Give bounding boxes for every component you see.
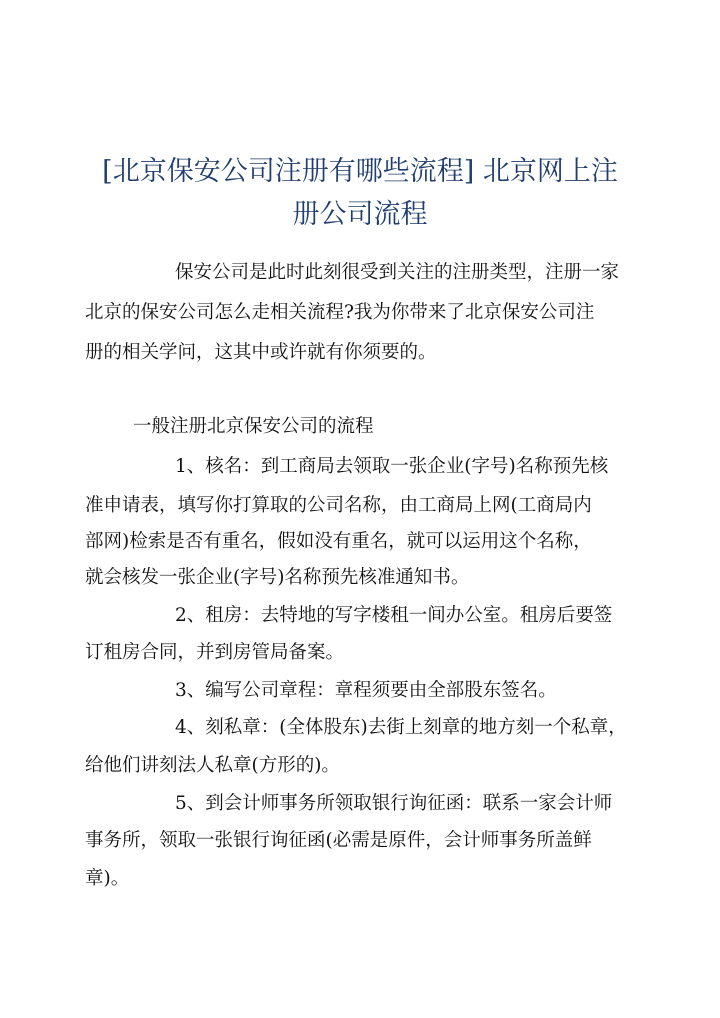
document-title-line-1: [北京保安公司注册有哪些流程] 北京网上注	[102, 156, 618, 187]
section-heading: 一般注册北京保安公司的流程	[133, 416, 374, 437]
intro-paragraph-line-2: 北京的保安公司怎么走相关流程?我为你带来了北京保安公司注	[85, 302, 595, 323]
step1-line-1: 1、核名：到工商局去领取一张企业(字号)名称预先核	[175, 456, 609, 477]
step5-line-2: 事务所，领取一张银行询征函(必需是原件，会计师事务所盖鲜	[85, 830, 592, 851]
intro-paragraph-line-3: 册的相关学问，这其中或许就有你须要的。	[85, 342, 437, 363]
step1-line-4: 就会核发一张企业(字号)名称预先核准通知书。	[85, 567, 470, 588]
step4-line-2: 给他们讲刻法人私章(方形的)。	[85, 755, 340, 776]
step2-line-1: 2、租房：去特地的写字楼租一间办公室。租房后要签	[175, 605, 613, 626]
step4-line-1: 4、刻私章：(全体股东)去街上刻章的地方刻一个私章，	[175, 717, 627, 738]
intro-paragraph-line-1: 保安公司是此时此刻很受到关注的注册类型，注册一家	[175, 262, 620, 283]
document-title-line-2: 册公司流程	[292, 199, 428, 230]
step5-line-3: 章)。	[85, 868, 130, 889]
step2-line-2: 订租房合同，并到房管局备案。	[85, 642, 345, 663]
step3-line-1: 3、编写公司章程：章程须要由全部股东签名。	[175, 680, 557, 701]
step5-line-1: 5、到会计师事务所领取银行询征函：联系一家会计师	[175, 793, 613, 814]
step1-line-2: 准申请表，填写你打算取的公司名称，由工商局上网(工商局内	[85, 495, 592, 516]
step1-line-3: 部网)检索是否有重名，假如没有重名，就可以运用这个名称，	[85, 531, 592, 552]
